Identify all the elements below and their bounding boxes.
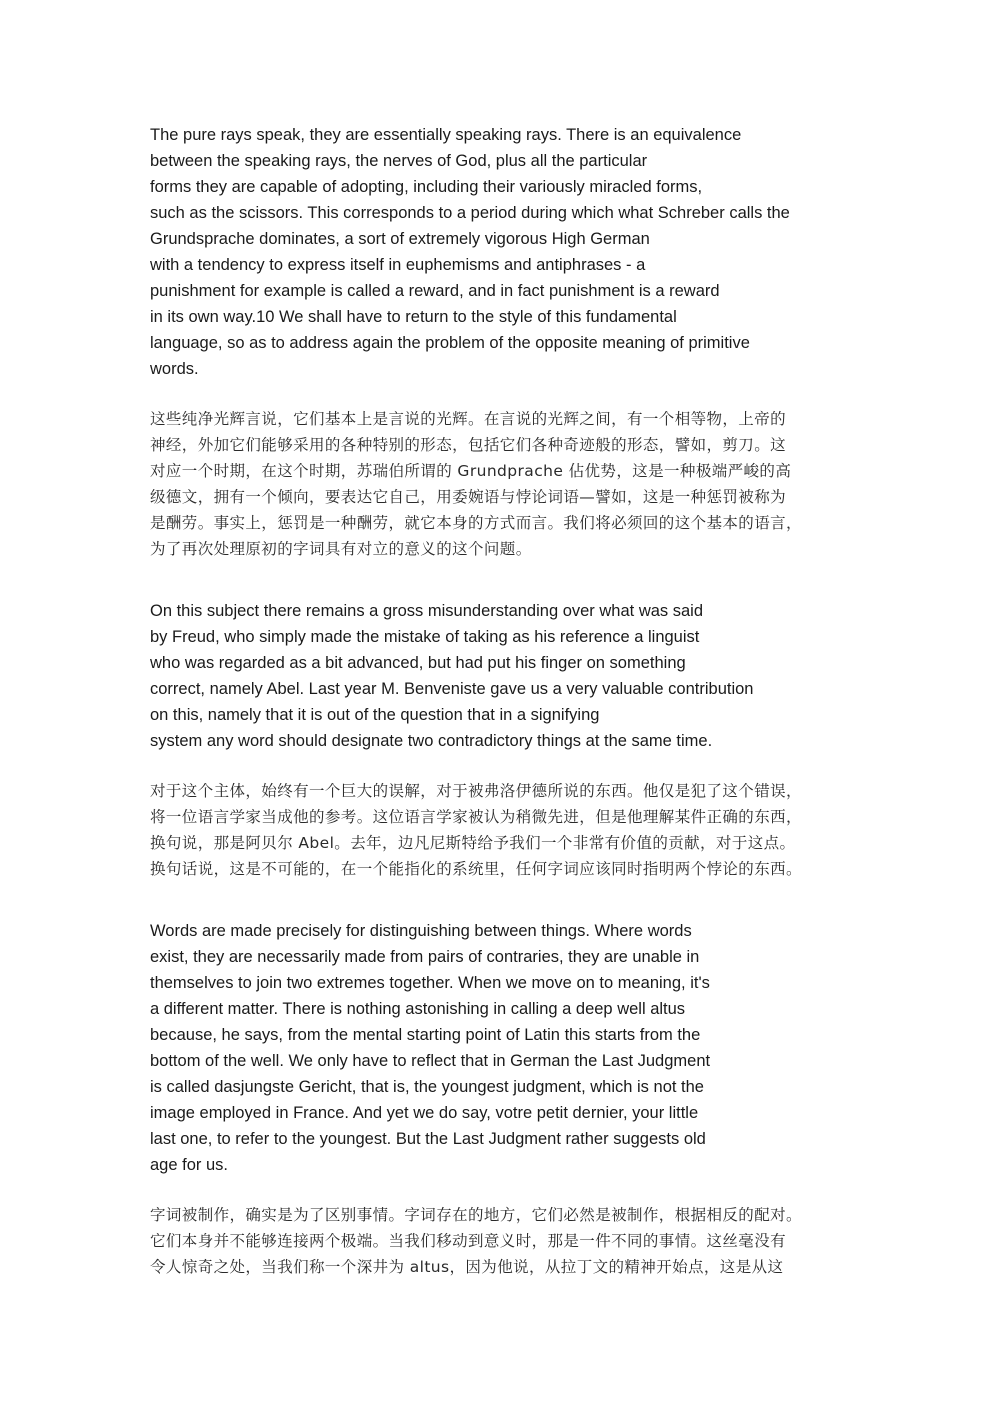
text-line: 换句话说，这是不可能的，在一个能指化的系统里，任何字词应该同时指明两个悖论的东西。	[150, 860, 802, 878]
text-line: because, he says, from the mental starting point of Latin this starts from the	[150, 1026, 701, 1044]
text-line: correct, namely Abel. Last year M. Benveniste gave us a very valuable contribution	[150, 680, 754, 698]
text-line: image employed in France. And yet we do say, votre petit dernier, your little	[150, 1104, 699, 1122]
text-line: on this, namely that it is out of the question that in a signifying	[150, 706, 600, 724]
text-line: 字词被制作，确实是为了区别事情。字词存在的地方，它们必然是被制作，根据相反的配对。	[150, 1206, 802, 1224]
text-line: The pure rays speak, they are essentially speaking rays. There is an equivalence	[150, 126, 742, 144]
text-line: 对于这个主体，始终有一个巨大的误解，对于被弗洛伊德所说的东西。他仅是犯了这个错误，	[150, 782, 802, 800]
text-line: such as the scissors. This corresponds to a period during which what Schreber calls the	[150, 204, 790, 222]
text-line: 它们本身并不能够连接两个极端。当我们移动到意义时，那是一件不同的事情。这丝毫没有	[150, 1232, 787, 1250]
text-line: exist, they are necessarily made from pairs of contraries, they are unable in	[150, 948, 700, 966]
text-line: bottom of the well. We only have to reflect that in German the Last Judgment	[150, 1052, 711, 1070]
text-line: Grundsprache dominates, a sort of extremely vigorous High German	[150, 230, 650, 248]
text-line: 神经，外加它们能够采用的各种特别的形态，包括它们各种奇迹般的形态，譬如，剪刀。这	[150, 436, 787, 454]
text-line: with a tendency to express itself in euphemisms and antiphrases - a	[150, 256, 646, 274]
text-line: 对应一个时期，在这个时期，苏瑞伯所谓的 Grundprache 佔优势，这是一种极端严峻的高	[150, 462, 792, 480]
document-page	[150, 122, 850, 1280]
text-line: who was regarded as a bit advanced, but had put his finger on something	[150, 654, 686, 672]
paragraph-chinese-2	[150, 778, 850, 882]
text-line: words.	[150, 360, 199, 378]
text-line: 为了再次处理原初的字词具有对立的意义的这个问题。	[150, 540, 532, 558]
text-line: 级德文，拥有一个倾向，要表达它自己，用委婉语与悖论词语—譬如，这是一种惩罚被称为	[150, 488, 787, 506]
paragraph-english-2	[150, 598, 850, 754]
text-line: 将一位语言学家当成他的参考。这位语言学家被认为稍微先进，但是他理解某件正确的东西，	[150, 808, 802, 826]
paragraph-english-1	[150, 122, 850, 382]
text-line: between the speaking rays, the nerves of God, plus all the particular	[150, 152, 648, 170]
text-line: language, so as to address again the problem of the opposite meaning of primitive	[150, 334, 750, 352]
text-line: punishment for example is called a reward, and in fact punishment is a reward	[150, 282, 720, 300]
text-line: 换句说，那是阿贝尔 Abel。去年，边凡尼斯特给予我们一个非常有价值的贡献，对于这点。	[150, 834, 796, 852]
text-line: Words are made precisely for distinguishing between things. Where words	[150, 922, 692, 940]
text-line: system any word should designate two contradictory things at the same time.	[150, 732, 713, 750]
text-line: age for us.	[150, 1156, 228, 1174]
text-line: a different matter. There is nothing astonishing in calling a deep well altus	[150, 1000, 686, 1018]
text-line: 令人惊奇之处，当我们称一个深井为 altus，因为他说，从拉丁文的精神开始点，这是从这	[150, 1258, 784, 1276]
paragraph-english-3	[150, 918, 850, 1178]
text-line: is called dasjungste Gericht, that is, the youngest judgment, which is not the	[150, 1078, 704, 1096]
text-line: 是酬劳。事实上，惩罚是一种酬劳，就它本身的方式而言。我们将必须回的这个基本的语言，	[150, 514, 802, 532]
paragraph-chinese-1	[150, 406, 850, 562]
paragraph-chinese-3	[150, 1202, 850, 1280]
text-line: last one, to refer to the youngest. But the Last Judgment rather suggests old	[150, 1130, 706, 1148]
text-line: On this subject there remains a gross misunderstanding over what was said	[150, 602, 704, 620]
text-line: in its own way.10 We shall have to return to the style of this fundamental	[150, 308, 677, 326]
text-line: by Freud, who simply made the mistake of taking as his reference a linguist	[150, 628, 700, 646]
text-line: 这些纯净光辉言说，它们基本上是言说的光辉。在言说的光辉之间，有一个相等物，上帝的	[150, 410, 787, 428]
text-line: forms they are capable of adopting, including their variously miracled forms,	[150, 178, 703, 196]
text-line: themselves to join two extremes together. When we move on to meaning, it's	[150, 974, 710, 992]
